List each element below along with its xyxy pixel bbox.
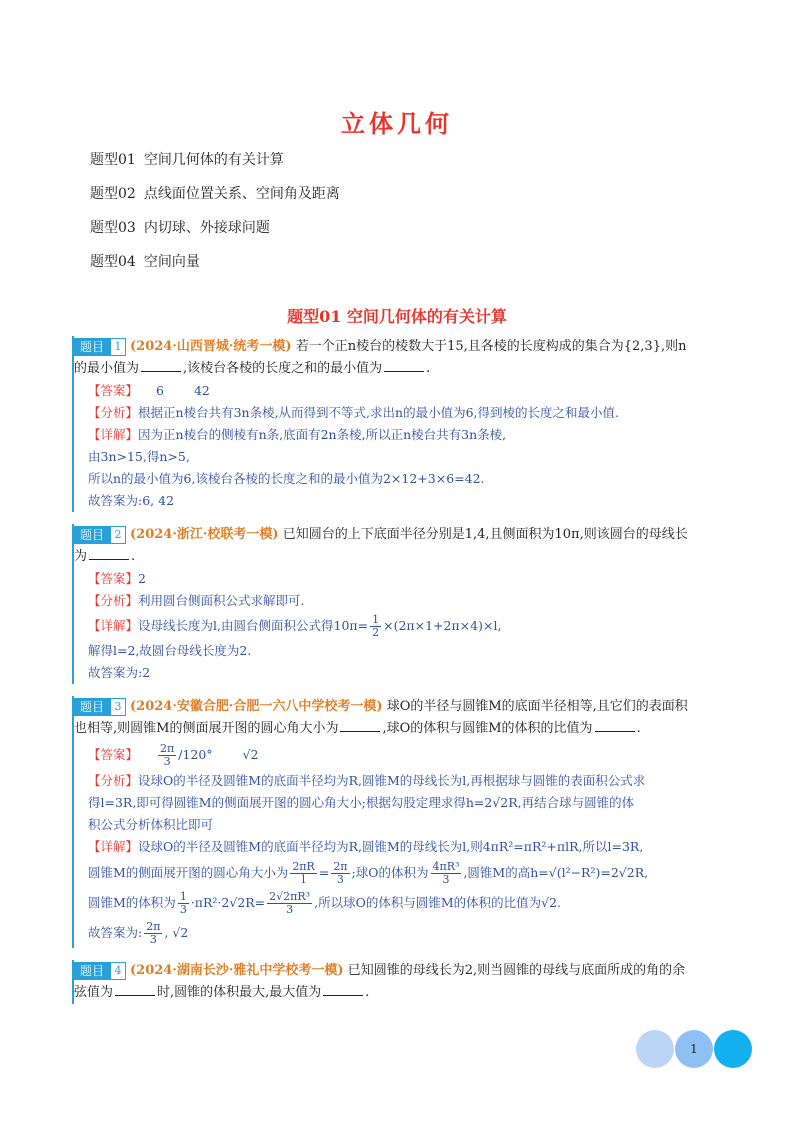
footer-circle [636, 1030, 674, 1068]
analysis-text: 设球O的半径及圆锥M的底面半径均为R,圆锥M的母线长为l,再根据球与圆锥的表面积公式求 [138, 773, 646, 788]
stem-text: . [426, 361, 431, 376]
detail-line [88, 424, 732, 446]
stem-text: 球O的半径与圆锥M的底面半径相等,且它们的表面积 [386, 699, 688, 714]
detail-text: ,所以球O的体积与圆锥M的体积的比值为√2. [314, 895, 562, 910]
answer-blank [323, 983, 363, 996]
problem-badge: 题目 [74, 526, 110, 544]
problem-stem [74, 960, 732, 1004]
analysis-line [88, 402, 732, 424]
detail-text: 由3n>15,得n>5, [88, 449, 190, 464]
fraction-denominator: 3 [179, 903, 187, 916]
answer-line [88, 380, 732, 402]
fraction [267, 891, 312, 916]
problem-badge: 题目 [74, 698, 110, 716]
fraction-numerator: 4πR³ [432, 860, 460, 873]
solution [74, 740, 732, 948]
solution [74, 568, 732, 684]
final-answer: 故答案为: [88, 925, 143, 940]
page-title: 立体几何 [341, 109, 453, 138]
fraction-denominator: 3 [149, 933, 157, 946]
answer-value: √2 [242, 747, 259, 762]
stem-text: 若一个正n棱台的棱数大于15,且各棱的长度构成的集合为{2,3},则n [295, 339, 687, 354]
stem-text: 的最小值为 [74, 361, 140, 376]
problem-stem [74, 336, 732, 380]
final-answer-line [88, 918, 732, 948]
final-answer: , √2 [164, 925, 189, 940]
problem-source: (2024·浙江·校联考一模) [130, 527, 279, 542]
stem-text: ,该棱台各棱的长度之和的最小值为 [183, 361, 383, 376]
fraction-numerator: 2√2πR³ [269, 890, 311, 903]
toc-item-1 [90, 150, 340, 184]
analysis-text: 根据正n棱台共有3n条棱,从而得到不等式,求出n的最小值为6,得到棱的长度之和最小值. [138, 405, 619, 420]
toc-num: 题型02 [90, 186, 136, 202]
answer-blank [89, 547, 129, 560]
page-number: 1 [690, 1042, 698, 1056]
toc-num: 题型03 [90, 220, 136, 236]
detail-text: ;球O的体积为 [351, 865, 429, 880]
stem-text: . [365, 985, 370, 1000]
answer-blank [384, 359, 424, 372]
fraction [158, 743, 176, 768]
fraction [144, 921, 162, 946]
fraction-numerator: 1 [179, 890, 187, 903]
problem-3 [72, 696, 732, 948]
answer-value-wrap [156, 742, 213, 768]
answer-blank [141, 359, 181, 372]
detail-text: 圆锥M的侧面展开图的圆心角大小为 [88, 865, 289, 880]
answer-value: 2 [138, 571, 146, 586]
detail-text: 解得l=2,故圆台母线长度为2. [88, 643, 252, 658]
problem-source: (2024·湖南长沙·雅礼中学校考一模) [130, 963, 344, 978]
fraction [370, 614, 381, 639]
stem-text: 已知圆台的上下底面半径分别是1,4,且侧面积为10π,则该圆台的母线长 [282, 527, 688, 542]
problem-4 [72, 960, 732, 1004]
answer-tag: 【答案】 [88, 383, 139, 398]
detail-line [88, 888, 732, 918]
detail-text: 所以n的最小值为6,该棱台各棱的长度之和的最小值为2×12+3×6=42. [88, 471, 485, 486]
section-title: 题型01 空间几何体的有关计算 [287, 307, 507, 326]
fraction-numerator: 1 [372, 613, 380, 626]
fraction [431, 861, 462, 886]
final-answer: 故答案为:6, 42 [88, 493, 175, 508]
stem-text: . [636, 721, 641, 736]
problem-badge: 题目 [74, 962, 110, 980]
toc-num: 题型01 [90, 152, 136, 168]
final-answer: 故答案为:2 [88, 665, 151, 680]
answer-line [88, 568, 732, 590]
toc-num: 题型04 [90, 254, 136, 270]
detail-text: ×(2π×1+2π×4)×l, [383, 618, 502, 633]
detail-line [88, 612, 732, 640]
stem-text: 时,圆锥的体积最大,最大值为 [157, 985, 322, 1000]
analysis-text: 利用圆台侧面积公式求解即可. [138, 593, 305, 608]
answer-blank [340, 719, 380, 732]
detail-line [88, 858, 732, 888]
analysis-tag: 【分析】 [88, 405, 139, 420]
fraction-denominator: 2 [372, 626, 380, 639]
answer-blank [115, 983, 155, 996]
fraction-denominator: 3 [163, 755, 171, 768]
fraction [331, 861, 349, 886]
problem-number: 3 [110, 698, 126, 716]
problem-badge: 题目 [74, 338, 110, 356]
fraction-denominator: 3 [286, 903, 294, 916]
toc-item-4 [90, 252, 340, 286]
footer-circle [714, 1030, 752, 1068]
answer-line [88, 740, 732, 770]
fraction-denominator: 3 [442, 873, 450, 886]
table-of-contents [90, 150, 340, 286]
fraction-denominator: l [301, 873, 306, 886]
analysis-line [88, 770, 732, 792]
analysis-text: 得l=3R,即可得圆锥M的侧面展开图的圆心角大小;根据勾股定理求得h=2√2R,再结合球与圆锥的体 [88, 795, 635, 810]
problem-source: (2024·山西晋城·统考一模) [130, 339, 292, 354]
fraction-numerator: 2π [146, 920, 161, 933]
stem-text: 为 [74, 549, 88, 564]
detail-text: 因为正n棱台的侧棱有n条,底面有2n条棱,所以正n棱台共有3n条棱, [138, 427, 507, 442]
toc-label: 点线面位置关系、空间角及距离 [143, 186, 340, 202]
fraction [290, 861, 317, 886]
detail-text: ,圆锥M的高h=√(l²−R²)=2√2R, [463, 865, 649, 880]
analysis-tag: 【分析】 [88, 593, 139, 608]
analysis-text: 积公式分析体积比即可 [88, 817, 214, 832]
problem-stem [74, 524, 732, 568]
analysis-tag: 【分析】 [88, 773, 139, 788]
page-footer [636, 1030, 752, 1068]
fraction-numerator: 2π [160, 742, 175, 755]
detail-tag: 【详解】 [88, 427, 139, 442]
problem-source: (2024·安徽合肥·合肥一六八中学校考一模) [130, 699, 383, 714]
problem-1 [72, 336, 732, 512]
detail-text: ·πR²·2√2R= [190, 895, 266, 910]
toc-label: 空间几何体的有关计算 [143, 152, 284, 168]
analysis-line [88, 590, 732, 612]
answer-value: 6 [156, 383, 164, 398]
problem-list [72, 336, 732, 1016]
fraction-numerator: 2π [333, 860, 348, 873]
detail-line [88, 836, 732, 858]
stem-text: 已知圆锥的母线长为2,则当圆锥的母线与底面所成的角的余 [347, 963, 686, 978]
stem-text: . [131, 549, 136, 564]
answer-value: /120° [178, 747, 213, 762]
fraction [178, 891, 189, 916]
toc-item-3 [90, 218, 340, 252]
toc-label: 空间向量 [143, 254, 200, 270]
stem-text: ,球O的体积与圆锥M的体积的比值为 [382, 721, 593, 736]
problem-2 [72, 524, 732, 684]
detail-tag: 【详解】 [88, 839, 139, 854]
toc-item-2 [90, 184, 340, 218]
detail-tag: 【详解】 [88, 618, 139, 633]
equals-sign: = [318, 865, 330, 880]
fraction-numerator: 2πR [292, 860, 315, 873]
problem-stem [74, 696, 732, 740]
detail-text: 设母线长度为l,由圆台侧面积公式得10π= [138, 618, 369, 633]
answer-value: 42 [193, 383, 210, 398]
answer-blank [595, 719, 635, 732]
fraction-denominator: 3 [336, 873, 344, 886]
answer-tag: 【答案】 [88, 747, 139, 762]
detail-text: 圆锥M的体积为 [88, 895, 176, 910]
solution [74, 380, 732, 512]
problem-number: 1 [110, 338, 126, 356]
detail-text: 设球O的半径及圆锥M的底面半径均为R,圆锥M的母线长为l,则4πR²=πR²+πlR,所以l=3R, [138, 839, 644, 854]
stem-text: 也相等,则圆锥M的侧面展开图的圆心角大小为 [74, 721, 339, 736]
stem-text: 弦值为 [74, 985, 114, 1000]
toc-label: 内切球、外接球问题 [143, 220, 270, 236]
problem-number: 2 [110, 526, 126, 544]
answer-tag: 【答案】 [88, 571, 139, 586]
problem-number: 4 [110, 962, 126, 980]
